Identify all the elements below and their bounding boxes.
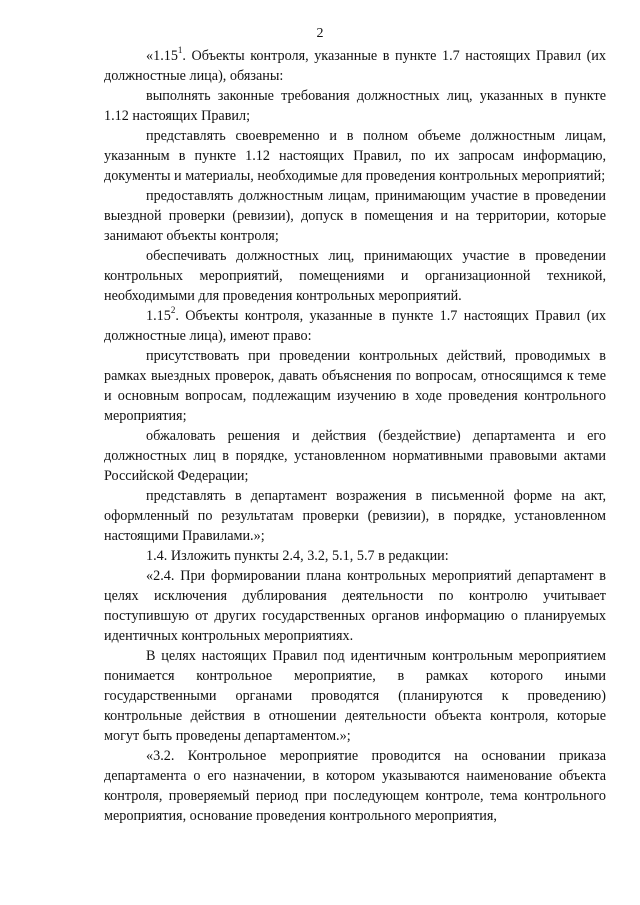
paragraph-right-1: присутствовать при проведении контрольных действий, проводимых в рамках выездных проверок, давать объяснения по вопросам, относящимся к теме и основным вопросам, подлежащим изучению в ходе проведения контрольного мероприятия; — [104, 348, 606, 424]
paragraph-identical-definition: В целях настоящих Правил под идентичным контрольным мероприятием понимается контрольное мероприятие, в рамках которого иными государственными органами проводятся (планируются к проведению) контрольные действия в отношении деятельности объекта контроля, которые могут быть проведены департаментом.»; — [104, 648, 606, 744]
paragraph-1-4: 1.4. Изложить пункты 2.4, 3.2, 5.1, 5.7 в редакции: — [146, 548, 449, 564]
paragraph-1-15-2 — [104, 306, 606, 346]
paragraph-1-15-1-text: . Объекты контроля, указанные в пункте 1.7 настоящих Правил (их должностные лица), обязаны: — [104, 48, 606, 84]
paragraph-right-3: представлять в департамент возражения в письменной форме на акт, оформленный по результатам проверки (ревизии), в порядке, установленном настоящими Правилами.»; — [104, 488, 606, 544]
paragraph-1-15-1 — [104, 46, 606, 86]
paragraph-2-4: «2.4. При формировании плана контрольных мероприятий департамент в целях исключения дублирования деятельности по контролю учитывает поступившую от других государственных органов информацию о планируемых идентичных контрольных мероприятиях. — [104, 568, 606, 644]
paragraph-obligation-1: выполнять законные требования должностных лиц, указанных в пункте 1.12 настоящих Правил; — [104, 88, 606, 124]
paragraph-1-15-2-lead: 1.15 — [146, 308, 171, 324]
page-number: 2 — [316, 26, 324, 41]
superscript: 1 — [177, 45, 183, 56]
paragraph-right-2: обжаловать решения и действия (бездействие) департамента и его должностных лиц в порядке, установленном нормативными правовыми актами Российской Федерации; — [104, 428, 606, 484]
paragraph-obligation-2: представлять своевременно и в полном объеме должностным лицам, указанным в пункте 1.12 настоящих Правил, по их запросам информацию, документы и материалы, необходимые для проведения контрольных мероприятий; — [104, 128, 606, 184]
paragraph-1-15-1-lead: «1.15 — [146, 48, 178, 64]
document-body — [104, 46, 606, 826]
paragraph-obligation-4: обеспечивать должностных лиц, принимающих участие в проведении контрольных мероприятий, помещениями и организационной техникой, необходимыми для проведения контрольных мероприятий. — [104, 248, 606, 304]
paragraph-3-2: «3.2. Контрольное мероприятие проводится на основании приказа департамента о его назначении, в котором указываются наименование объекта контроля, проверяемый период при последующем контроле, тема контрольного мероприятия, основание проведения контрольного мероприятия, — [104, 748, 606, 824]
superscript: 2 — [170, 305, 176, 316]
paragraph-obligation-3: предоставлять должностным лицам, принимающим участие в проведении выездной проверки (ревизии), допуск в помещения и на территории, которые занимают объекты контроля; — [104, 188, 606, 244]
paragraph-1-15-2-text: . Объекты контроля, указанные в пункте 1.7 настоящих Правил (их должностные лица), имеют право: — [104, 308, 606, 344]
